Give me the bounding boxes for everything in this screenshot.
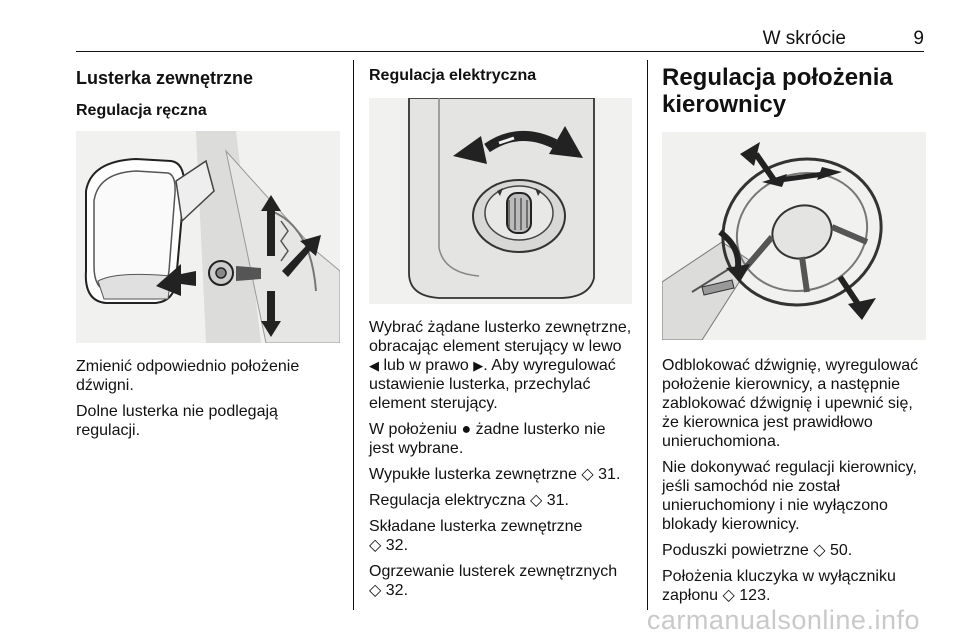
cross-reference[interactable]: Składane lusterka zewnętrzne ◇ 32.: [369, 518, 583, 554]
watermark: carmanualsonline.info: [646, 605, 920, 635]
header-rule: [76, 51, 924, 52]
dot-icon: ●: [461, 421, 472, 438]
column-mirrors-manual: [76, 60, 340, 447]
reference-icon: ◇: [813, 542, 826, 559]
page-header: [76, 28, 924, 50]
cross-reference[interactable]: Wypukłe lusterka zewnętrzne ◇ 31.: [369, 466, 621, 483]
paragraph-select-mirror: Wybrać żądane lusterko zewnętrzne, obracając element sterujący w lewo ◀ lub w prawo ▶. Aby wyregulować ustawienie lusterka, przechylać element sterujący.: [369, 319, 632, 412]
page-number: 9: [913, 28, 924, 49]
mirror-switch-drawing: [369, 98, 632, 304]
section-title: W skrócie: [762, 28, 846, 49]
manual-mirror-illustration: [76, 131, 340, 343]
column-steering-wheel: [662, 60, 926, 612]
right-arrow-icon: ▶: [473, 358, 484, 373]
cross-reference[interactable]: Poduszki powietrzne ◇ 50.: [662, 542, 853, 559]
subheading-manual-adjustment: Regulacja ręczna: [76, 102, 207, 119]
column-divider: [647, 60, 648, 610]
reference-icon: ◇: [581, 466, 594, 483]
heading-steering-adjustment: Regulacja położenia kierownicy: [662, 64, 893, 118]
reference-icon: ◇: [369, 582, 382, 599]
paragraph: Zmienić odpowiednio położenie dźwigni.: [76, 358, 300, 394]
heading-exterior-mirrors: Lusterka zewnętrzne: [76, 68, 254, 88]
paragraph-neutral-position: W położeniu ● żadne lusterko nie jest wybrane.: [369, 421, 606, 457]
column-divider: [353, 60, 354, 610]
steering-wheel-illustration: [662, 132, 926, 340]
electric-mirror-control-illustration: [369, 98, 632, 304]
mirror-lever-drawing: [76, 131, 340, 343]
paragraph: Nie dokonywać regulacji kierownicy, jeśli samochód nie został unieruchomiony i nie wyłączono blokady kierownicy.: [662, 459, 917, 533]
cross-reference[interactable]: Regulacja elektryczna ◇ 31.: [369, 492, 569, 509]
reference-icon: ◇: [529, 492, 543, 509]
cross-reference[interactable]: Ogrzewanie lusterek zewnętrznych ◇ 32.: [369, 563, 618, 599]
left-arrow-icon: ◀: [369, 358, 379, 373]
paragraph: Odblokować dźwignię, wyregulować położenie kierownicy, a następnie zablokować dźwignię i upewnić się, że kierownica jest prawidłowo unieruchomiona.: [662, 357, 919, 450]
subheading-electric-adjustment: Regulacja elektryczna: [369, 67, 537, 84]
cross-reference[interactable]: Położenia kluczyka w wyłączniku zapłonu ◇ 123.: [662, 568, 896, 604]
reference-icon: ◇: [369, 537, 382, 554]
paragraph: Dolne lusterka nie podlegają regulacji.: [76, 403, 278, 439]
reference-icon: ◇: [722, 587, 735, 604]
column-mirrors-electric: [369, 60, 634, 607]
steering-wheel-drawing: [662, 132, 926, 340]
